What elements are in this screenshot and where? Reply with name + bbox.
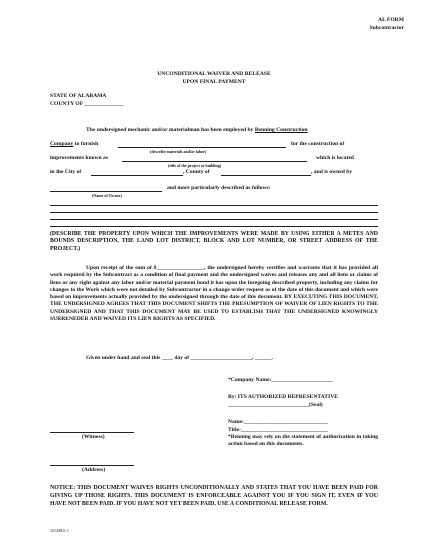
county-label: COUNTY OF ______________ [50,101,124,107]
title-line-1: UNCONDITIONAL WAIVER AND RELEASE [157,71,271,77]
given-line: Given under hand and seal this ____ day of ______________________, ______. [86,355,274,361]
witness-label: (Witness) [82,434,105,440]
address-label: (Address) [82,467,106,473]
seal-line[interactable]: _____________________________(Seal) [228,402,323,408]
city-label: in the City of [50,169,82,175]
company-line [50,141,98,148]
footer-code: 10143811.1 [50,528,69,533]
owned-label: , and is owned by [311,169,353,175]
project-title-field[interactable] [122,161,307,162]
company-label: Company [50,141,74,147]
witness-signature-field[interactable] [50,432,134,433]
intro-text [86,127,308,134]
property-line-3[interactable] [50,219,378,220]
title-field[interactable]: Title:_______________________________ [228,427,328,433]
located-label: which is located [316,155,354,161]
notice-text: NOTICE: THIS DOCUMENT WAIVES RIGHTS UNCONDITIONALLY AND STATES THAT YOU HAVE BEEN PAID FOR GIVING UP THOSE RIGHTS. THIS DOCUMENT IS ENFORCEABLE AGAINST YOU IF YOU SIGN IT, EVEN IF YOU HAVE NOT BEEN PAID. IF YOU HAVE NOT YET BEEN PAID, USE A CONDITIONAL RELEASE FORM. [50,485,378,507]
county-field[interactable] [221,175,311,176]
property-line-1[interactable] [50,205,378,206]
property-line-4[interactable] [50,226,378,227]
state-label: STATE OF ALABAMA [50,93,107,99]
release-text: Upon receipt of the sum of $_________________, the undersigned hereby certifies and warrants that it has provided all work required by the Subcontract as a condition of final payment and the undersigned waives and releases any and all liens or claims of liens or any right against any labor and/or material payment bond it has upon the foregoing described property, including any claims for changes to the Work which were not detailed by Subcontractor in a change order request as of the date of this document and which were based on improvements actually provided by the undersigned through the date of this document. [50,265,378,301]
form-type: Subcontractor [369,25,404,31]
benning-note: *Benning may rely on the statement of authorization in taking action based on this documents. [228,434,378,448]
described-label: and more particularly described as follows: [167,185,271,191]
materials-caption: (describe materials and/or labor) [150,149,207,154]
address-field[interactable] [50,465,134,466]
construction-label: for the construction of [291,141,345,147]
city-field[interactable] [91,175,183,176]
project-caption: (title of the project or building) [168,163,222,168]
by-line: By: ITS AUTHORIZED REPRESENTATIVE [228,394,338,400]
materials-field[interactable] [118,147,286,148]
employer-name: Benning Construction [254,127,308,133]
title-line-2: UPON FINAL PAYMENT [182,79,246,85]
property-line-2[interactable] [50,212,378,213]
company-name-field[interactable]: *Company Name:______________________ [228,377,333,383]
release-caps-text: BY EXECUTING THIS DOCUMENT, THE UNDERSIGNED AGREES THAT THIS DOCUMENT SHIFTS THE PRESUMPTION OF WAIVER OF LIEN RIGHTS TO THE UNDERSIGNED AND THAT THIS DOCUMENT MAY BE USED TO ESTABLISH THAT THE UNDERSIGNED KNOWINGLY SURRENEDER AND WAIVED ITS LIEN RIGHTS AS SPECIFIED. [50,294,378,323]
form-code: AL FORM [378,17,404,23]
intro-sentence: The undersigned mechanic and/or materialman has been employed by [86,127,254,133]
owner-caption: (Name of Owner) [92,193,122,198]
furnish-label: to furnish [74,141,99,147]
improvements-label: improvements known as [50,155,109,161]
county-of-label: , County of [183,169,210,175]
release-paragraph [50,265,378,323]
name-field[interactable]: Name:______________________________ [228,419,328,425]
property-description-instructions: (DESCRIBE THE PROPERTY UPON WHICH THE IMPROVEMENTS WERE MADE BY USING EITHER A METES AND BOUNDS DESCRIPTION, THE LAND LOT DISTRICT, BLOCK AND LOT NUMBER, OR STREET ADDRESS OF THE PROJECT.) [50,231,378,252]
owner-field[interactable] [50,191,162,192]
